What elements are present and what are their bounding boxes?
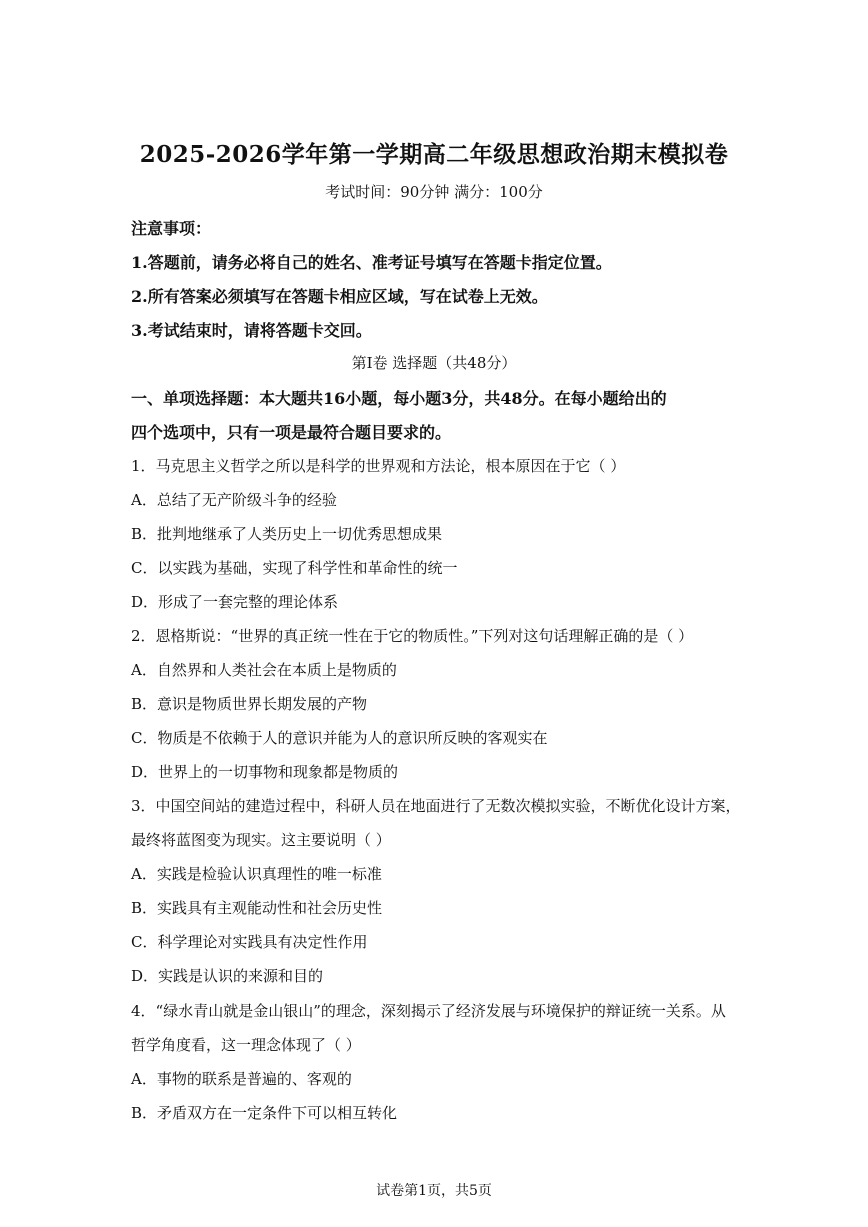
question-1-stem: 1．马克思主义哲学之所以是科学的世界观和方法论，根本原因在于它（ ）	[131, 457, 626, 475]
question-1-option-c: C．以实践为基础，实现了科学性和革命性的统一	[131, 559, 458, 577]
question-4-option-b: B．矛盾双方在一定条件下可以相互转化	[131, 1104, 398, 1122]
question-3-option-d: D．实践是认识的来源和目的	[131, 967, 324, 985]
question-2-stem: 2．恩格斯说：“世界的真正统一性在于它的物质性。”下列对这句话理解正确的是（ ）	[131, 627, 694, 645]
question-3-option-b: B．实践具有主观能动性和社会历史性	[131, 899, 383, 917]
question-4-option-a: A．事物的联系是普遍的、客观的	[131, 1070, 352, 1088]
question-4-stem-line-2: 哲学角度看，这一理念体现了（ ）	[131, 1036, 361, 1054]
part-heading-line-1: 一、单项选择题：本大题共16小题，每小题3分，共48分。在每小题给出的	[131, 389, 667, 408]
exam-subtitle: 考试时间：90分钟 满分：100分	[325, 183, 543, 201]
part-heading-line-2: 四个选项中，只有一项是最符合题目要求的。	[131, 423, 452, 442]
page-footer: 试卷第1页，共5页	[376, 1183, 492, 1199]
section-title: 第Ⅰ卷 选择题（共48分）	[351, 354, 517, 372]
question-3-option-a: A．实践是检验认识真理性的唯一标准	[131, 865, 382, 883]
exam-title: 2025-2026学年第一学期高二年级思想政治期末模拟卷	[139, 141, 729, 168]
question-2-option-a: A．自然界和人类社会在本质上是物质的	[131, 661, 397, 679]
question-1-option-a: A．总结了无产阶级斗争的经验	[131, 491, 337, 509]
notice-item-2: 2.所有答案必须填写在答题卡相应区域，写在试卷上无效。	[131, 287, 548, 306]
question-3-stem-line-1: 3．中国空间站的建造过程中，科研人员在地面进行了无数次模拟实验，不断优化设计方案，	[131, 797, 741, 815]
notice-heading: 注意事项：	[131, 219, 212, 238]
question-2-option-d: D．世界上的一切事物和现象都是物质的	[131, 763, 399, 781]
question-1-option-d: D．形成了一套完整的理论体系	[131, 593, 339, 611]
notice-item-1: 1.答题前，请务必将自己的姓名、准考证号填写在答题卡指定位置。	[131, 253, 612, 272]
question-2-option-c: C．物质是不依赖于人的意识并能为人的意识所反映的客观实在	[131, 729, 548, 747]
question-3-stem-line-2: 最终将蓝图变为现实。这主要说明（ ）	[131, 831, 391, 849]
question-1-option-b: B．批判地继承了人类历史上一切优秀思想成果	[131, 525, 443, 543]
question-2-option-b: B．意识是物质世界长期发展的产物	[131, 695, 368, 713]
notice-item-3: 3.考试结束时，请将答题卡交回。	[131, 321, 372, 340]
question-4-stem-line-1: 4．“绿水青山就是金山银山”的理念，深刻揭示了经济发展与环境保护的辩证统一关系。从	[131, 1002, 726, 1020]
question-3-option-c: C．科学理论对实践具有决定性作用	[131, 933, 368, 951]
